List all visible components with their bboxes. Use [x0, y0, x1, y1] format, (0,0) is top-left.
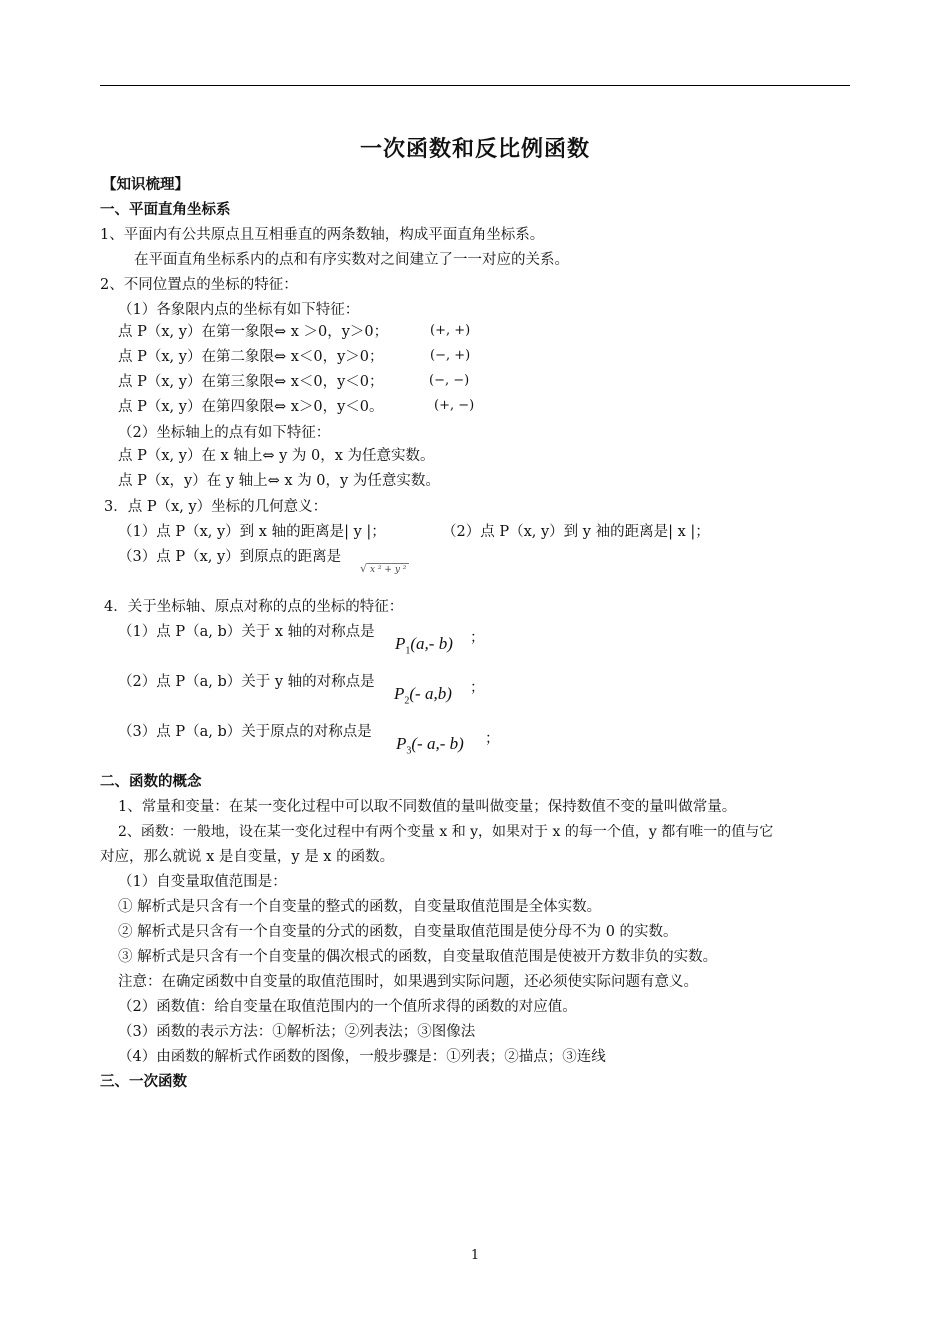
section-1-heading: 一、平面直角坐标系: [100, 202, 231, 218]
paragraph: 点 P（x，y）在 y 轴上⇔ x 为 0，y 为任意实数。: [118, 473, 440, 489]
semicolon: ；: [470, 680, 485, 696]
paragraph: 3．点 P（x, y）坐标的几何意义：: [104, 499, 328, 515]
note: 注意：在确定函数中自变量的取值范围时，如果遇到实际问题，还必须使实际问题有意义。: [118, 974, 698, 990]
paragraph: （1）点 P（x, y）到 x 轴的距离是| y |；: [118, 524, 386, 540]
paragraph: （2）坐标轴上的点有如下特征：: [118, 425, 331, 441]
list-item: ① 解析式是只含有一个自变量的整式的函数，自变量取值范围是全体实数。: [118, 899, 602, 915]
paragraph: （1）各象限内点的坐标有如下特征：: [118, 302, 360, 318]
section-2-heading: 二、函数的概念: [100, 774, 202, 790]
distance-formula: [360, 561, 409, 577]
paragraph: 在平面直角坐标系内的点和有序实数对之间建立了一一对应的关系。: [134, 252, 569, 268]
paragraph: （2）点 P（x, y）到 y 袖的距离是| x |；: [442, 524, 710, 540]
page-number: 1: [470, 1248, 480, 1263]
page-title: 一次函数和反比例函数: [359, 137, 590, 162]
section-3-heading: 三、一次函数: [100, 1074, 187, 1090]
quadrant-2-rule: 点 P（x, y）在第二象限⇔ x＜0，y＞0；: [118, 349, 384, 365]
paragraph: 2、不同位置点的坐标的特征：: [100, 277, 298, 293]
paragraph: （2）函数值：给自变量在取值范围内的一个值所求得的函数的对应值。: [118, 999, 577, 1015]
paragraph: （1）点 P（a, b）关于 x 轴的对称点是: [118, 624, 375, 640]
paragraph: （1）自变量取值范围是：: [118, 874, 287, 890]
list-item: ② 解析式是只含有一个自变量的分式的函数，自变量取值范围是使分母不为 0 的实数。: [118, 924, 678, 940]
quadrant-2-sign: (−, +): [430, 348, 471, 363]
quadrant-1-rule: 点 P（x, y）在第一象限⇔ x ＞0，y＞0；: [118, 324, 389, 340]
symmetric-point-x: $P_1(a,-$ b): [395, 634, 453, 657]
quadrant-3-rule: 点 P（x, y）在第三象限⇔ x＜0，y＜0；: [118, 374, 384, 390]
paragraph: 点 P（x, y）在 x 轴上⇔ y 为 0，x 为任意实数。: [118, 448, 435, 464]
semicolon: ；: [485, 731, 500, 747]
paragraph: 1、常量和变量：在某一变化过程中可以取不同数值的量叫做变量；保持数值不变的量叫做常量。: [118, 799, 737, 815]
radical-sign-icon: √: [360, 562, 368, 575]
symmetric-point-y: $P_2(-$ a,b): [394, 684, 452, 707]
paragraph: 1、平面内有公共原点且互相垂直的两条数轴，构成平面直角坐标系。: [100, 227, 545, 243]
paragraph: （4）由函数的解析式作函数的图像，一般步骤是：①列表；②描点；③连线: [118, 1049, 606, 1065]
quadrant-3-sign: (−, −): [429, 373, 470, 388]
quadrant-4-sign: (+, −): [434, 398, 475, 413]
header-rule: [100, 85, 850, 86]
quadrant-4-rule: 点 P（x, y）在第四象限⇔ x＞0，y＜0。: [118, 399, 384, 415]
semicolon: ；: [470, 630, 485, 646]
paragraph: 对应，那么就说 x 是自变量，y 是 x 的函数。: [100, 849, 395, 865]
symmetric-point-origin: $P_3(-$ a,- b): [396, 734, 464, 757]
paragraph: 4．关于坐标轴、原点对称的点的坐标的特征：: [104, 599, 404, 615]
quadrant-1-sign: (+, +): [430, 323, 471, 338]
paragraph: （3）点 P（a, b）关于原点的对称点是: [118, 724, 372, 740]
radicand: x ² + y ²: [367, 563, 409, 575]
paragraph: （3）点 P（x, y）到原点的距离是: [118, 549, 342, 565]
knowledge-heading: 【知识梳理】: [102, 177, 189, 193]
paragraph: （3）函数的表示方法：①解析法；②列表法；③图像法: [118, 1024, 476, 1040]
paragraph: 2、函数：一般地，设在某一变化过程中有两个变量 x 和 y，如果对于 x 的每一个值，y 都有唯一的值与它: [118, 824, 774, 840]
list-item: ③ 解析式是只含有一个自变量的偶次根式的函数，自变量取值范围是使被开方数非负的实数。: [118, 949, 718, 965]
paragraph: （2）点 P（a, b）关于 y 轴的对称点是: [118, 674, 375, 690]
